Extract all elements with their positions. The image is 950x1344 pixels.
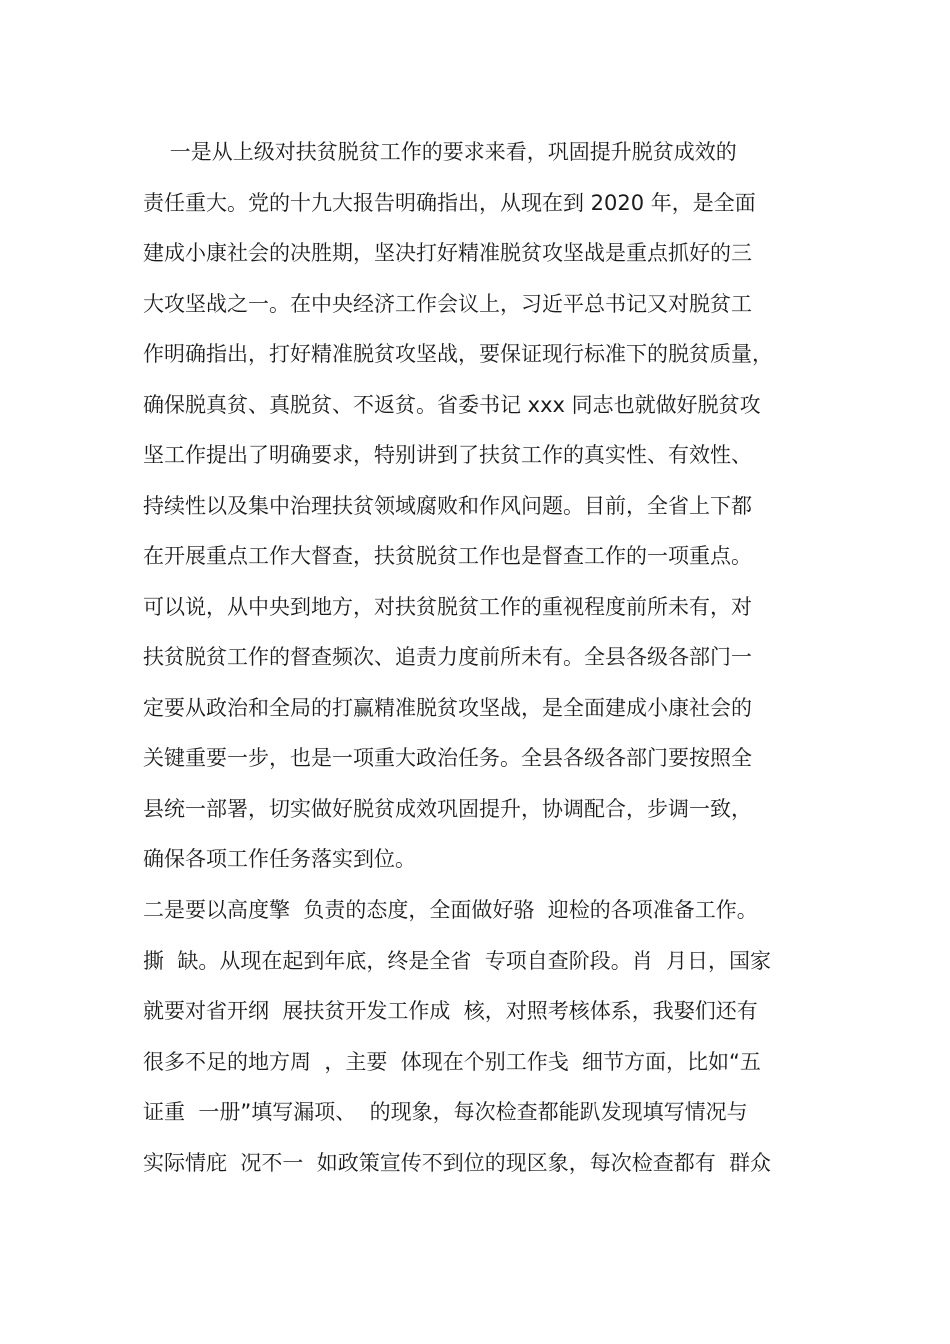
text-line: 县统一部署，切实做好脱贫成效巩固提升，协调配合，步调一致， bbox=[143, 796, 752, 821]
text-line: 作明确指出，打好精准脱贫攻坚战，要保证现行标准下的脱贫质量， bbox=[143, 342, 773, 366]
text-line: 二是要以高度擎 负责的态度，全面做好骆 迎检的各项准备工作。 bbox=[143, 898, 758, 922]
text-line: 扶贫脱贫工作的督查频次、追责力度前所未有。全县各级各部门一 bbox=[143, 645, 752, 669]
paragraph-2 bbox=[143, 885, 823, 1188]
text-line: 确保各项工作任务落实到位。 bbox=[143, 847, 416, 871]
text-line: 实际情庇 况不一 如政策宣传不到位的现区象，每次检查都有 群众 bbox=[143, 1150, 772, 1175]
text-line: 证重 一册”填写漏项、 的现象，每次检查都能趴发现填写情况与 bbox=[143, 1100, 748, 1124]
text-line: 就要对省开纲 展扶贫开发工作成 核，对照考核体系，我娶们还有 bbox=[143, 999, 758, 1023]
text-line: 可以说，从中央到地方，对扶贫脱贫工作的重视程度前所未有，对 bbox=[143, 594, 752, 619]
text-line: 撕 缺。从现在起到年底，终是全省 专项自查阶段。肖 月日，国家 bbox=[143, 948, 772, 973]
text-line: 大攻坚战之一。在中央经济工作会议上，习近平总书记又对脱贫工 bbox=[143, 291, 752, 316]
text-line: 很多不足的地方周 ，主要 体现在个别工作戋 细节方面，比如“五 bbox=[143, 1049, 761, 1074]
text-line: 定要从政治和全局的打赢精准脱贫攻坚战，是全面建成小康社会的 bbox=[143, 695, 752, 720]
text-line: 建成小康社会的决胜期，坚决打好精准脱贫攻坚战是重点抓好的三 bbox=[143, 241, 752, 265]
text-line: 一是从上级对扶贫脱贫工作的要求来看，巩固提升脱贫成效的 bbox=[143, 140, 737, 164]
text-line: 坚工作提出了明确要求，特别讲到了扶贫工作的真实性、有效性、 bbox=[143, 443, 752, 467]
paragraph-1 bbox=[143, 127, 823, 885]
text-line: 关键重要一步，也是一项重大政治任务。全县各级各部门要按照全 bbox=[143, 746, 752, 770]
text-line: 在开展重点工作大督查，扶贫脱贫工作也是督查工作的一项重点。 bbox=[143, 544, 752, 568]
text-line: 确保脱真贫、真脱贫、不返贫。省委书记 xxx 同志也就做好脱贫攻 bbox=[143, 392, 761, 417]
text-line: 责任重大。党的十九大报告明确指出，从现在到 2020 年，是全面 bbox=[143, 190, 756, 215]
text-line: 持续性以及集中治理扶贫领域腐败和作风问题。目前，全省上下都 bbox=[143, 493, 752, 518]
